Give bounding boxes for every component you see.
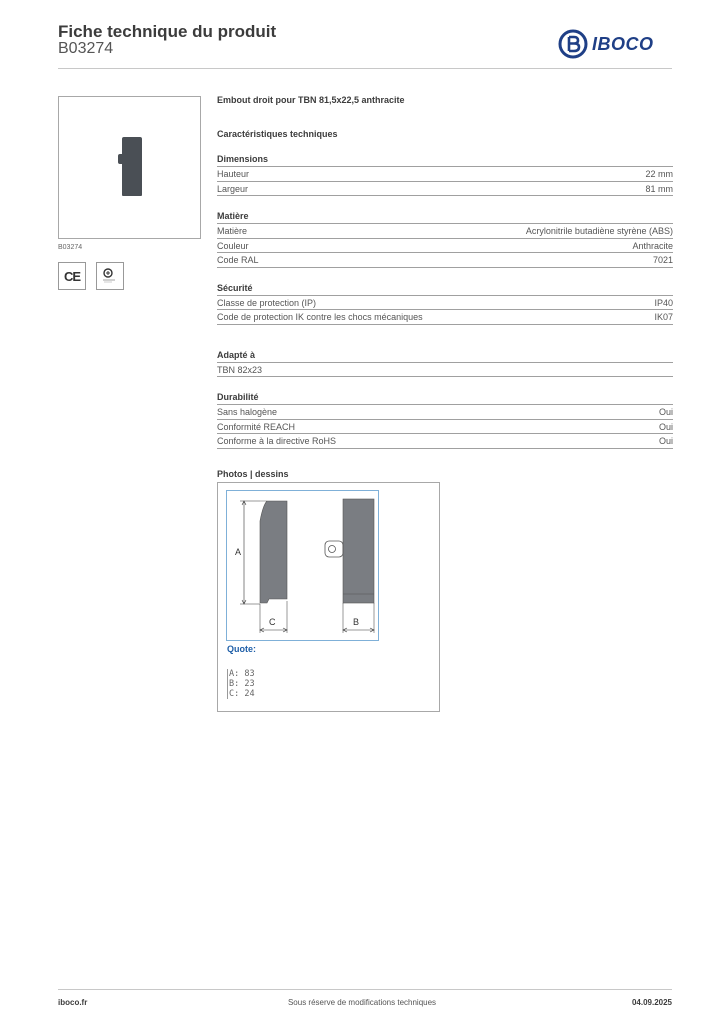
section-material	[217, 211, 673, 268]
brand-logo-icon	[558, 29, 588, 59]
dim-label-b: B	[353, 617, 360, 627]
header-divider	[58, 68, 672, 69]
spec-row	[217, 239, 673, 254]
footer-website-link[interactable]: iboco.fr	[58, 998, 88, 1007]
end-cap-image	[122, 137, 142, 196]
section-title: Sécurité	[217, 283, 673, 296]
spec-row	[217, 182, 673, 197]
spec-value: Oui	[658, 407, 673, 417]
quote-title: Quote:	[227, 644, 256, 654]
spec-row	[217, 434, 673, 449]
footer-divider	[58, 989, 672, 990]
certification-mark-icon	[96, 262, 124, 290]
spec-value: Anthracite	[632, 240, 673, 251]
dim-label-a: A	[235, 547, 242, 557]
section-safety	[217, 283, 673, 325]
spec-label: Code de protection IK contre les chocs mécaniques	[217, 312, 423, 322]
ce-mark-label: CE	[63, 268, 81, 284]
spec-value: 22 mm	[645, 169, 673, 179]
spec-label: Sans halogène	[217, 407, 278, 417]
technical-drawing	[226, 490, 379, 641]
spec-value: Acrylonitrile butadiène styrène (ABS)	[525, 226, 673, 236]
spec-label: Couleur	[217, 240, 249, 251]
section-title: Durabilité	[217, 392, 673, 405]
section-sustainability	[217, 392, 673, 449]
front-view-shape	[343, 499, 374, 603]
spec-value: 7021	[652, 255, 673, 265]
quote-line: B: 23	[229, 679, 255, 689]
spec-value: Oui	[658, 436, 673, 446]
spec-label: Conformité REACH	[217, 421, 296, 432]
spec-row	[217, 420, 673, 435]
spec-row	[217, 296, 673, 311]
product-name: Embout droit pour TBN 81,5x22,5 anthracite	[217, 95, 405, 105]
spec-row	[217, 253, 673, 268]
spec-row	[217, 405, 673, 420]
section-title: Dimensions	[217, 154, 673, 167]
spec-label: Classe de protection (IP)	[217, 297, 317, 308]
dim-label-c: C	[269, 617, 276, 627]
spec-label: Largeur	[217, 183, 249, 194]
spec-row	[217, 363, 673, 378]
spec-row	[217, 310, 673, 325]
brand-name: IBOCO	[592, 33, 654, 54]
product-photo	[58, 96, 201, 239]
section-compatible	[217, 350, 673, 378]
quote-line: C: 24	[229, 689, 255, 699]
section-title: Matière	[217, 211, 673, 224]
product-code: B03274	[58, 40, 114, 57]
side-view-shape	[260, 501, 287, 603]
section-title: Adapté à	[217, 350, 673, 363]
photos-title: Photos | dessins	[217, 468, 289, 479]
technical-drawing-panel	[217, 482, 440, 712]
tech-characteristics-title: Caractéristiques techniques	[217, 129, 338, 139]
footer-disclaimer: Sous réserve de modifications techniques	[287, 998, 437, 1007]
spec-label: TBN 82x23	[217, 364, 263, 375]
spec-value: Oui	[658, 421, 673, 432]
footer-date: 04.09.2025	[631, 998, 672, 1007]
spec-label: Matière	[217, 226, 248, 236]
page-title: Fiche technique du produit	[58, 22, 277, 41]
section-dimensions	[217, 154, 673, 196]
technical-content	[217, 95, 673, 479]
spec-label: Code RAL	[217, 255, 259, 265]
ce-mark-icon	[58, 262, 86, 290]
quote-line: A: 83	[229, 669, 255, 679]
spec-row	[217, 167, 673, 182]
spec-value: 81 mm	[645, 183, 673, 194]
spec-label: Conforme à la directive RoHS	[217, 436, 337, 446]
brand-logo[interactable]	[558, 29, 654, 59]
product-photo-caption: B03274	[58, 244, 83, 251]
spec-value: IP40	[654, 297, 673, 308]
spec-row	[217, 224, 673, 239]
spec-value: IK07	[654, 312, 673, 322]
dimension-drawing	[227, 491, 378, 640]
spec-label: Hauteur	[217, 169, 250, 179]
quote-values	[227, 669, 255, 699]
